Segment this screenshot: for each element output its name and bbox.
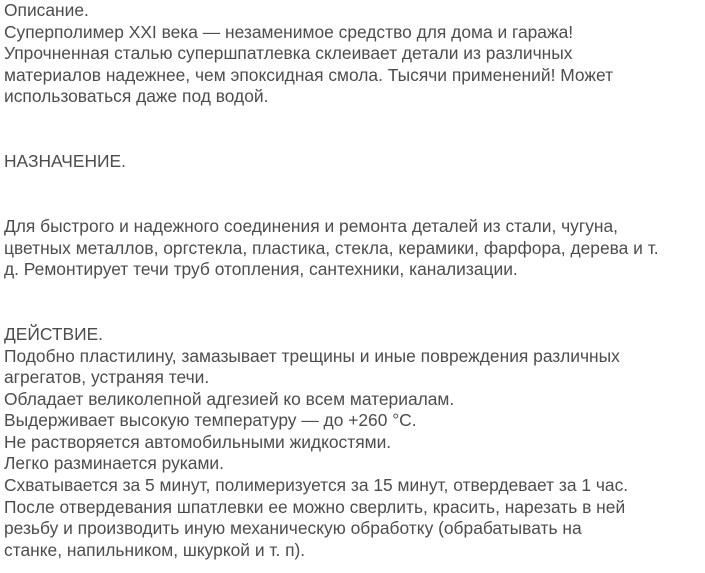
section-purpose [4,151,702,281]
purpose-line: цветных металлов, оргстекла, пластика, стекла, керамики, фарфора, дерева и т. [4,237,659,258]
section-heading-purpose: НАЗНАЧЕНИЕ. [4,151,126,172]
description-line: Суперполимер XXI века — незаменимое средство для дома и гаража! [4,21,574,42]
action-line: Обладает великолепной адгезией ко всем материалам. [4,388,455,409]
section-heading-action: ДЕЙСТВИЕ. [4,323,104,344]
purpose-line: Для быстрого и надежного соединения и ремонта деталей из стали, чугуна, [4,215,619,236]
action-line: Легко разминается руками. [4,453,224,474]
document-body [4,0,702,561]
section-heading-description: Описание. [4,0,89,20]
spacer [4,173,702,216]
action-line: резьбу и производить иную механическую обработку (обрабатывать на [4,518,582,539]
action-line: Выдерживает высокую температуру — до +260 °С. [4,410,417,431]
action-line: Схватывается за 5 минут, полимеризуется за 15 минут, отвердевает за 1 час. [4,475,629,496]
description-line: использоваться даже под водой. [4,86,269,107]
purpose-line: д. Ремонтирует течи труб отопления, сантехники, канализации. [4,259,518,280]
description-line: материалов надежнее, чем эпоксидная смола. Тысячи применений! Может [4,64,614,85]
section-description [4,0,702,108]
action-line: После отвердевания шпатлевки ее можно сверлить, красить, нарезать в ней [4,496,626,517]
section-action [4,324,702,562]
action-line: Не растворяется автомобильными жидкостями. [4,431,392,452]
description-line: Упрочненная сталью супершпатлевка склеивает детали из различных [4,43,573,64]
spacer [4,108,702,151]
action-line: станке, напильником, шкуркой и т. п). [4,539,306,560]
action-line: Подобно пластилину, замазывает трещины и иные повреждения различных [4,345,620,366]
spacer [4,281,702,324]
action-line: агрегатов, устраняя течи. [4,367,210,388]
